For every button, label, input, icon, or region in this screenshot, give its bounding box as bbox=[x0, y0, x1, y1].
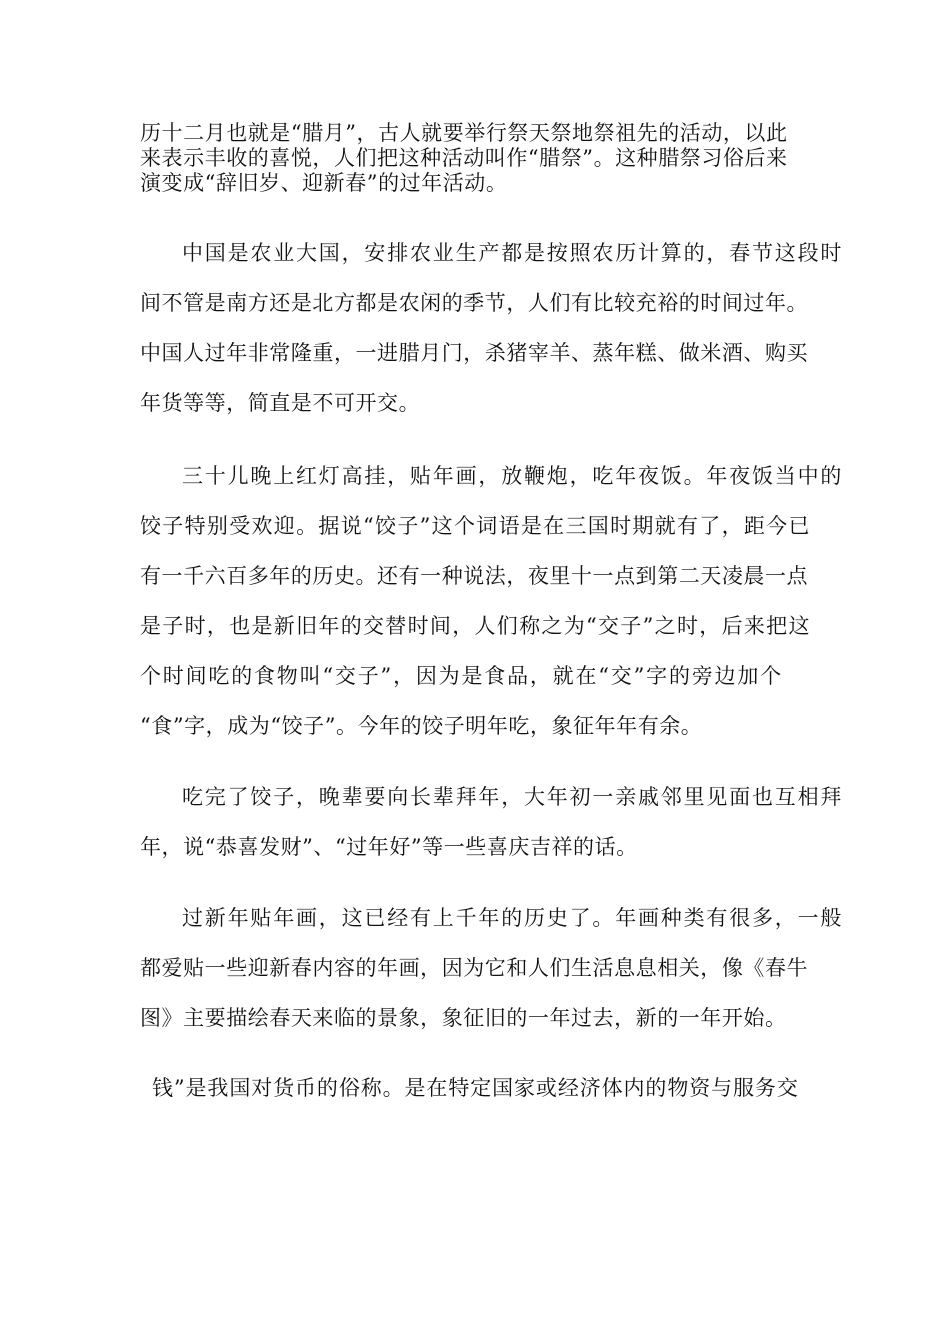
text-line: 图》主要描绘春天来临的景象，象征旧的一年过去，新的一年开始。 bbox=[140, 1006, 787, 1030]
paragraph-new-year-paintings bbox=[140, 893, 850, 1043]
text-line: 是子时，也是新旧年的交替时间，人们称之为“交子”之时，后来把这 bbox=[140, 614, 811, 638]
paragraph-dumplings bbox=[140, 451, 850, 751]
text-line: 过新年贴年画，这已经有上千年的历史了。年画种类有很多，一般 bbox=[182, 906, 844, 930]
text-line: “食”字，成为“饺子”。今年的饺子明年吃，象征年年有余。 bbox=[140, 714, 703, 738]
text-line: 间不管是南方还是北方都是农闲的季节，人们有比较充裕的时间过年。 bbox=[140, 291, 809, 315]
paragraph-new-year-greetings bbox=[140, 772, 850, 872]
text-line: 演变成“辞旧岁、迎新春”的过年活动。 bbox=[140, 171, 508, 195]
text-line: 中国人过年非常隆重，一进腊月门，杀猪宰羊、蒸年糕、做米酒、购买 bbox=[140, 341, 809, 365]
text-line: 饺子特别受欢迎。据说“饺子”这个词语是在三国时期就有了，距今已 bbox=[140, 514, 811, 538]
text-line: 都爱贴一些迎新春内容的年画，因为它和人们生活息息相关，像《春牛 bbox=[140, 956, 809, 980]
paragraph-agriculture bbox=[140, 228, 850, 428]
text-line: 个时间吃的食物叫“交子”，因为是食品，就在“交”字的旁边加个 bbox=[140, 664, 783, 688]
text-line: 历十二月也就是“腊月”，古人就要举行祭天祭地祭祖先的活动，以此 bbox=[140, 121, 788, 145]
text-line: 吃完了饺子，晚辈要向长辈拜年，大年初一亲戚邻里见面也互相拜 bbox=[182, 785, 844, 809]
text-line: 三十儿晚上红灯高挂，贴年画，放鞭炮，吃年夜饭。年夜饭当中的 bbox=[182, 464, 844, 488]
paragraph-money bbox=[152, 1063, 862, 1113]
text-line: 中国是农业大国，安排农业生产都是按照农历计算的，春节这段时 bbox=[182, 241, 844, 265]
paragraph-lunar-month bbox=[140, 121, 850, 196]
text-line: 有一千六百多年的历史。还有一种说法，夜里十一点到第二天凌晨一点 bbox=[140, 564, 809, 588]
text-line: 来表示丰收的喜悦，人们把这种活动叫作“腊祭”。这种腊祭习俗后来 bbox=[140, 146, 788, 170]
text-line: 年货等等，简直是不可开交。 bbox=[140, 391, 421, 415]
text-line: 年，说“恭喜发财”、“过年好”等一些喜庆吉祥的话。 bbox=[140, 835, 638, 859]
text-line: 钱”是我国对货币的俗称。是在特定国家或经济体内的物资与服务交 bbox=[152, 1076, 799, 1100]
